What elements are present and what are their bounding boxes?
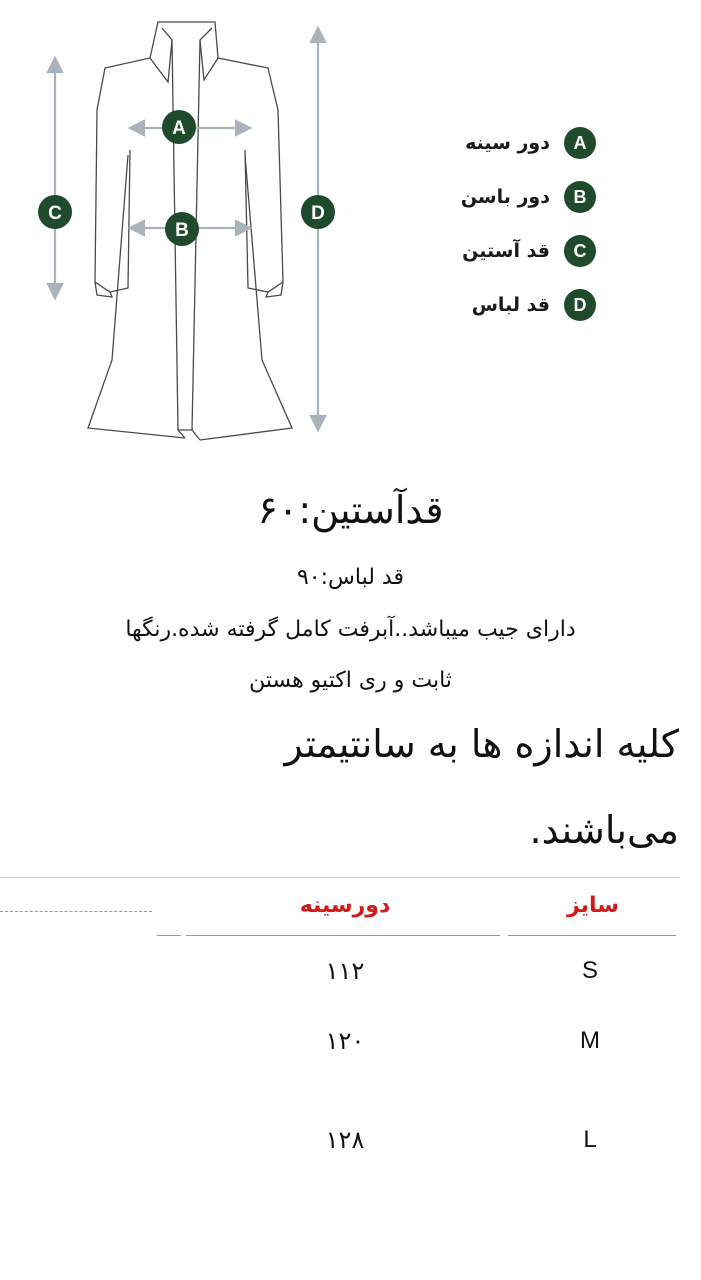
cell-size: M (580, 1027, 600, 1054)
description-line-2: ثابت و ری اکتیو هستن (249, 668, 452, 693)
svg-text:C: C (48, 203, 62, 224)
units-note-line-1: کلیه اندازه ها به سانتیمتر (284, 722, 679, 766)
svg-text:A: A (172, 118, 186, 139)
header-size: سایز (567, 893, 619, 918)
legend-badge: B (564, 181, 596, 213)
units-note-line-2: می‌باشند. (529, 808, 679, 852)
marker-b (165, 212, 199, 246)
legend-badge: C (564, 235, 596, 267)
header-chest-underline (186, 935, 500, 936)
dress-length-text: قد لباس:۹۰ (296, 565, 404, 590)
cell-chest: ۱۲۸ (325, 1126, 365, 1154)
marker-c (38, 195, 72, 229)
legend-label: قد آستین (462, 240, 550, 262)
legend-item-hip (396, 182, 596, 212)
measurement-legend (396, 128, 596, 344)
header-chest: دورسینه (299, 893, 391, 918)
cell-size: S (581, 957, 598, 984)
svg-text:D: D (311, 203, 325, 224)
legend-badge: D (564, 289, 596, 321)
legend-label: قد لباس (471, 294, 550, 316)
marker-d (301, 195, 335, 229)
marker-a (162, 110, 196, 144)
cell-size: L (583, 1126, 597, 1153)
legend-item-sleeve (396, 236, 596, 266)
cell-chest: ۱۲۰ (325, 1027, 365, 1055)
legend-item-chest (396, 128, 596, 158)
legend-item-length (396, 290, 596, 320)
svg-text:B: B (175, 220, 189, 241)
header-size-underline (508, 935, 676, 936)
table-top-divider (0, 877, 680, 878)
legend-label: دور سینه (465, 132, 550, 154)
cell-chest: ۱۱۲ (325, 957, 365, 985)
header-empty-underline (157, 935, 181, 936)
sleeve-length-title: قدآستین:۶۰ (257, 488, 444, 532)
empty-column-dashes (0, 911, 152, 912)
legend-label: دور باسن (460, 186, 550, 208)
legend-badge: A (564, 127, 596, 159)
description-line-1: دارای جیب میباشد..آبرفت کامل گرفته شده.رنگها (125, 617, 576, 642)
